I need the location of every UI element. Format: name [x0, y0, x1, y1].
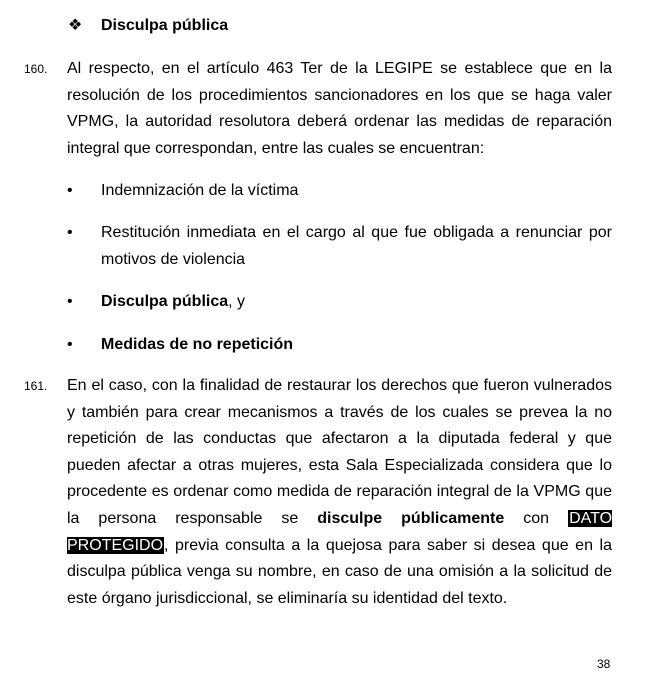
bullet-text: Restitución inmediata en el cargo al que fue obligada a renunciar por motivos de violencia	[101, 224, 612, 268]
bullet-dot-icon: •	[67, 336, 73, 353]
bullet-dot-icon: •	[67, 182, 73, 199]
page-number: 38	[597, 657, 611, 671]
paragraph-161	[24, 373, 613, 612]
bullet-bold-text: Disculpa pública	[101, 293, 229, 310]
paragraph-text-part1: En el caso, con la finalidad de restaurar los derechos que fueron vulnerados y también para crear mecanismos a través de los cuales se prevea la no repetición de las conductas que afectaron a la diputada federal y que pueden afectar a otras mujeres, esta Sala Especializada considera que lo procedente es ordenar como medida de reparación integral de la VPMG que la persona responsable se	[67, 377, 612, 527]
paragraph-text-part2: con	[504, 509, 569, 527]
diamond-bullet-icon: ❖	[68, 17, 83, 34]
paragraph-text-part3: , previa consulta a la quejosa para saber si desea que en la disculpa pública venga su nombre, en caso de una omisión a la solicitud de este órgano jurisdiccional, se eliminaría su identidad del texto.	[67, 536, 612, 607]
bullet-item	[67, 178, 612, 205]
bullet-item	[67, 220, 612, 273]
section-heading	[68, 16, 228, 36]
redacted-data-label: DATO PROTEGIDO	[67, 509, 613, 554]
paragraph-text: Al respecto, en el artículo 463 Ter de la LEGIPE se establece que en la resolución de los procedimientos sancionadores en los que se haga valer VPMG, la autoridad resolutora deberá ordenar las medidas de reparación integral que correspondan, entre las cuales se encuentran:	[67, 60, 612, 157]
paragraph-text	[67, 373, 612, 612]
paragraph-number: 161.	[24, 379, 48, 393]
bullet-item	[67, 289, 612, 316]
bold-phrase: disculpe públicamente	[317, 509, 505, 527]
bullet-dot-icon: •	[67, 224, 73, 241]
bullet-text: Medidas de no repetición	[101, 336, 294, 353]
bullet-rest-text: , y	[228, 293, 246, 310]
bullet-dot-icon: •	[67, 293, 73, 310]
section-heading-title: Disculpa pública	[101, 17, 229, 34]
paragraph-number: 160.	[24, 62, 48, 76]
bullet-text: Indemnización de la víctima	[101, 182, 299, 199]
bullet-item	[67, 332, 612, 359]
bullet-text	[101, 289, 612, 316]
paragraph-160	[24, 56, 612, 162]
